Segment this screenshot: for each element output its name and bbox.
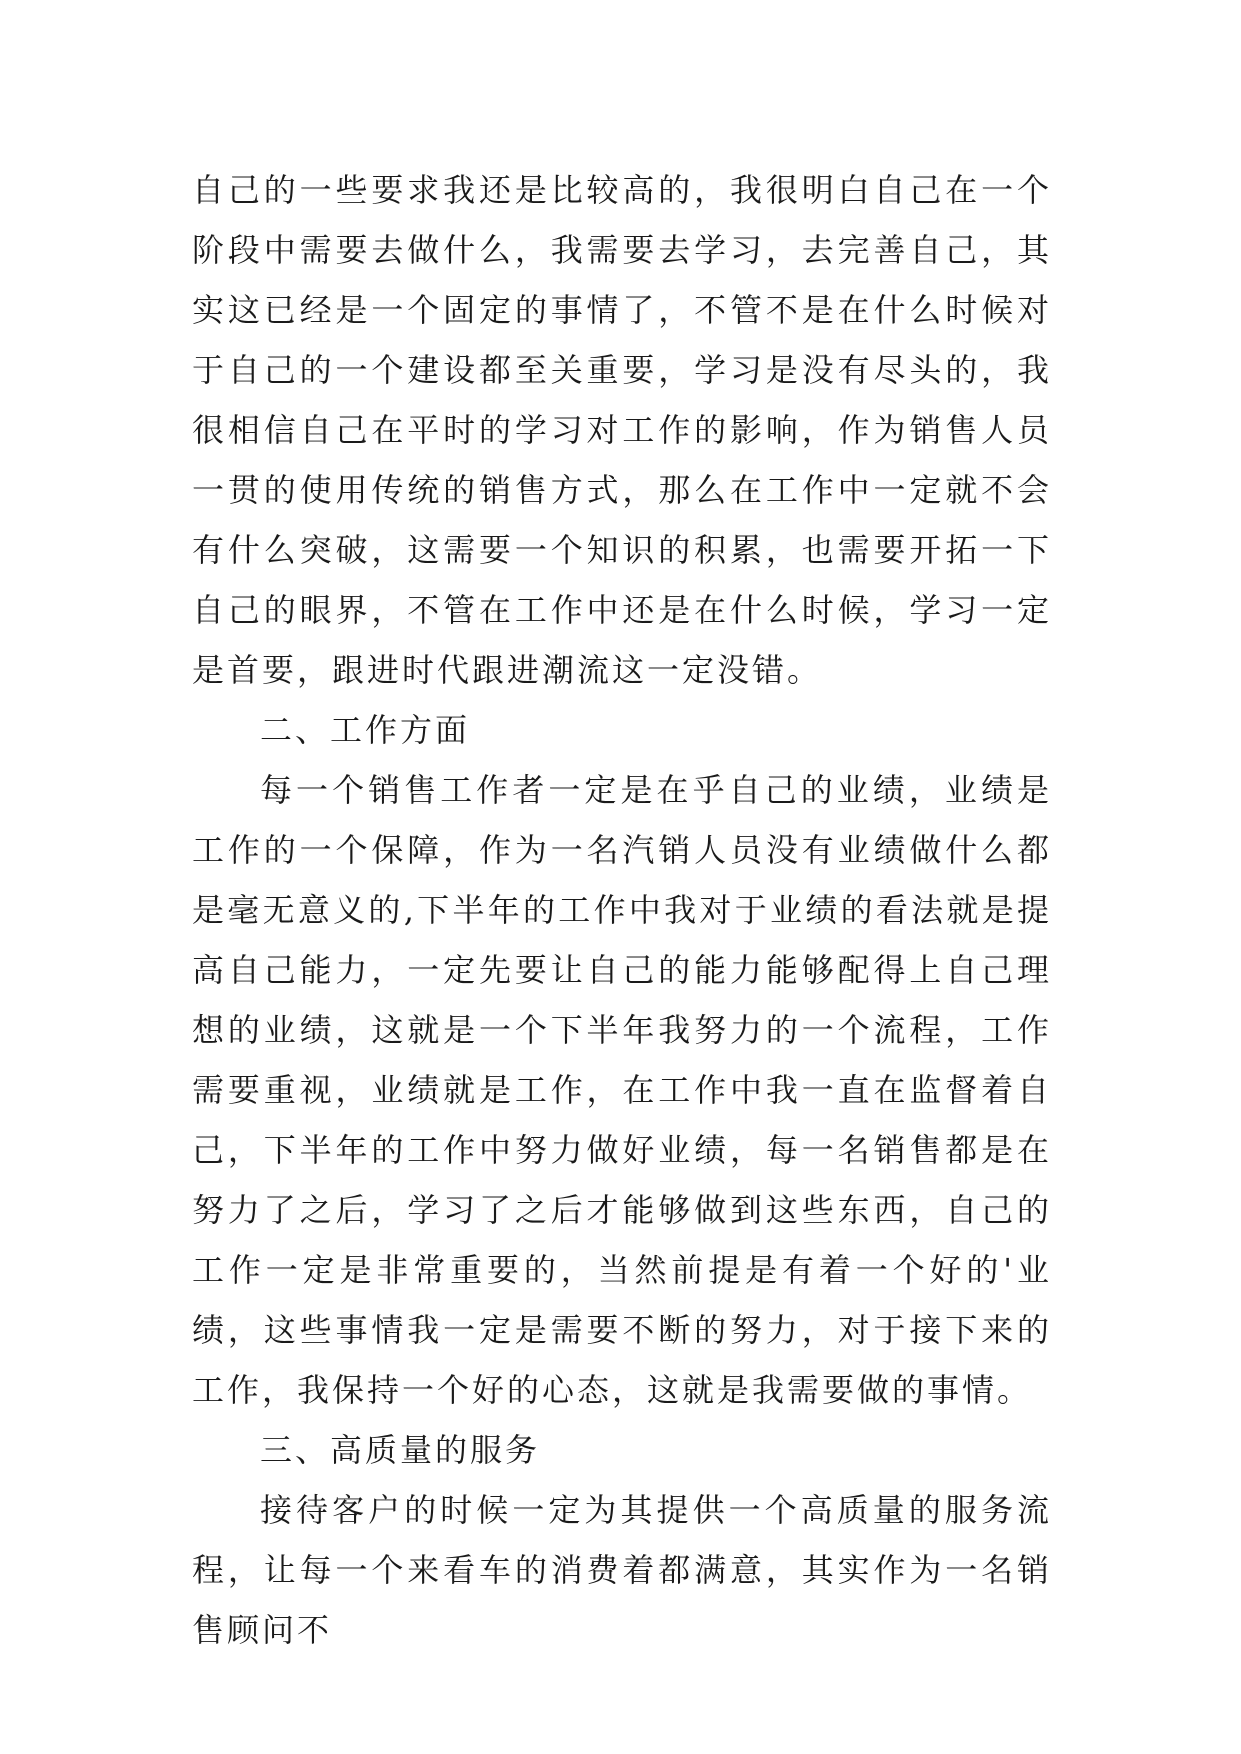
body-paragraph: 接待客户的时候一定为其提供一个高质量的服务流程，让每一个来看车的消费着都满意，其实作为一名销售顾问不 <box>192 1491 1052 1649</box>
section-heading-work: 二、工作方面 <box>260 711 471 749</box>
body-paragraph: 每一个销售工作者一定是在乎自己的业绩，业绩是工作的一个保障，作为一名汽销人员没有业绩做什么都是毫无意义的,下半年的工作中我对于业绩的看法就是提高自己能力，一定先要让自己的能力能够配得上自己理想的业绩，这就是一个下半年我努力的一个流程，工作需要重视，业绩就是工作，在工作中我一直在监督着自己，下半年的工作中努力做好业绩，每一名销售都是在努力了之后，学习了之后才能够做到这些东西，自己的工作一定是非常重要的，当然前提是有着一个好的'业绩，这些事情我一定是需要不断的努力，对于接下来的工作，我保持一个好的心态，这就是我需要做的事情。 <box>192 771 1052 1409</box>
document-body <box>192 160 1052 1660</box>
section-heading-service: 三、高质量的服务 <box>260 1431 541 1469</box>
body-paragraph: 自己的一些要求我还是比较高的，我很明白自己在一个阶段中需要去做什么，我需要去学习，去完善自己，其实这已经是一个固定的事情了，不管不是在什么时候对于自己的一个建设都至关重要，学习是没有尽头的，我很相信自己在平时的学习对工作的影响，作为销售人员一贯的使用传统的销售方式，那么在工作中一定就不会有什么突破，这需要一个知识的积累，也需要开拓一下自己的眼界，不管在工作中还是在什么时候，学习一定是首要，跟进时代跟进潮流这一定没错。 <box>192 171 1052 689</box>
